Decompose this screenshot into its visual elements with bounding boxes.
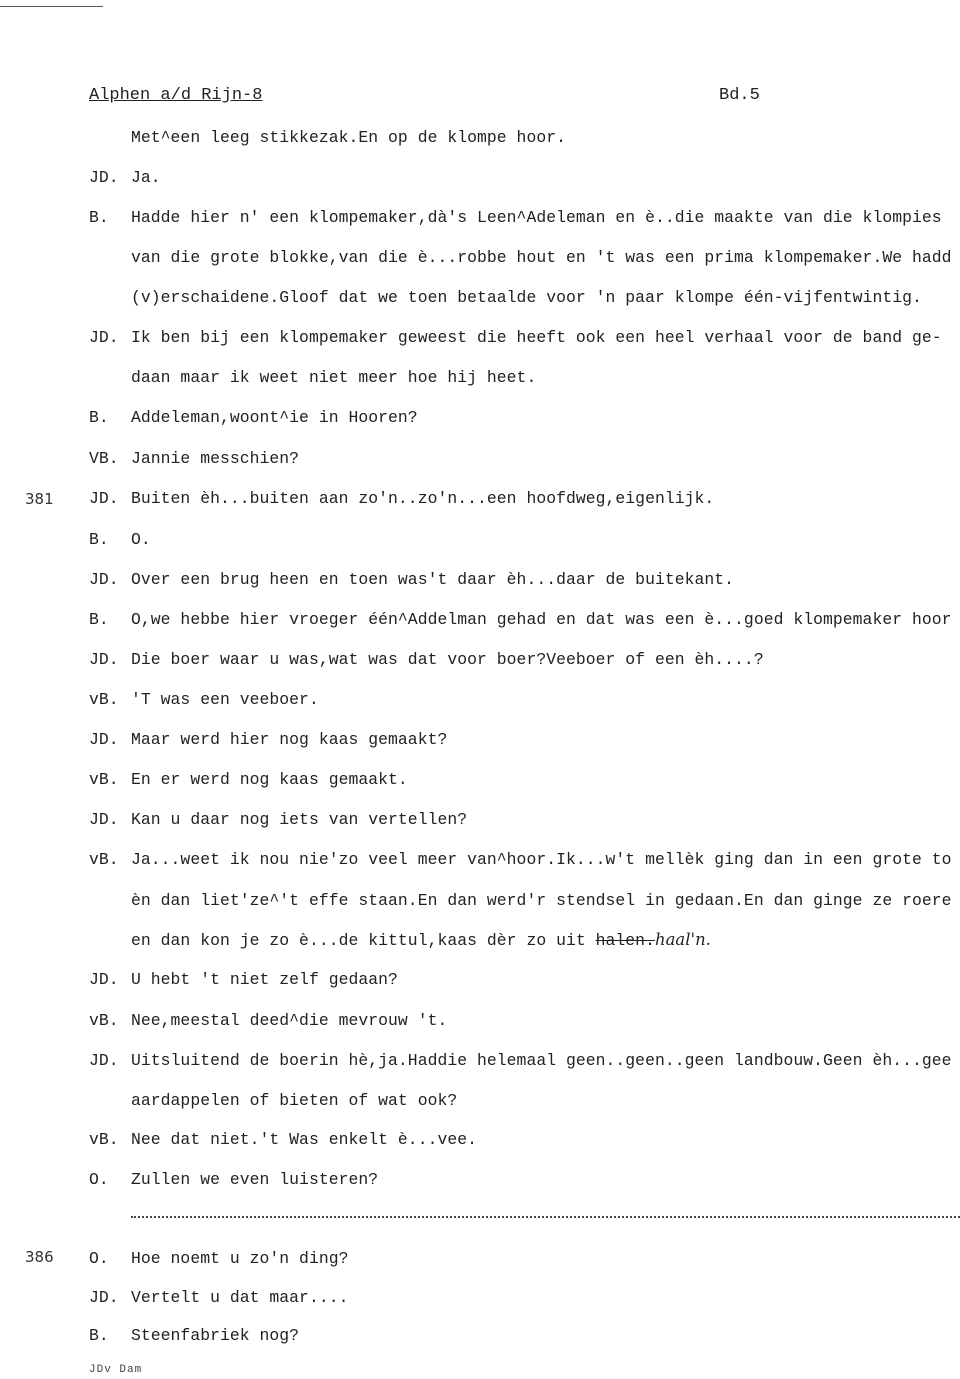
utterance-text: Maar werd hier nog kaas gemaakt? [131, 730, 448, 749]
footer-scrawl: JDv Dam [89, 1364, 143, 1376]
margin-counter-381: 381 [25, 490, 54, 508]
utterance-text: O. [131, 530, 151, 549]
speaker-label: B. [89, 408, 109, 427]
struck-word: halen. [595, 931, 655, 950]
utterance-text: èn dan liet'ze^'t effe staan.En dan werd'r stendsel in gedaan.En dan ginge ze roere [131, 891, 952, 910]
speaker-label: JD. [89, 489, 119, 508]
transcript-line [0, 1051, 960, 1079]
utterance-text: O,we hebbe hier vroeger één^Addelman gehad en dat was een è...goed klompemaker hoor [131, 610, 952, 629]
utterance-text: Die boer waar u was,wat was dat voor boer?Veeboer of een èh....? [131, 650, 764, 669]
utterance-text [131, 930, 711, 950]
transcript-line [0, 1326, 960, 1354]
utterance-text: Hoe noemt u zo'n ding? [131, 1249, 349, 1268]
transcript-line [0, 208, 960, 236]
speaker-label: JD. [89, 730, 119, 749]
utterance-text-main: en dan kon je zo è...de kittul,kaas dèr zo uit [131, 931, 596, 950]
utterance-text: (v)erschaidene.Gloof dat we toen betaalde voor 'n paar klompe één-vijfentwintig. [131, 288, 922, 307]
speaker-label: JD. [89, 168, 119, 187]
speaker-label: JD. [89, 650, 119, 669]
transcript-line [0, 891, 960, 919]
transcript-line [0, 328, 960, 356]
speaker-label: JD. [89, 328, 119, 347]
speaker-label: O. [89, 1170, 109, 1189]
transcript-line [0, 1170, 960, 1198]
speaker-label: O. [89, 1249, 109, 1268]
speaker-label: JD. [89, 970, 119, 989]
utterance-text: U hebt 't niet zelf gedaan? [131, 970, 398, 989]
utterance-text: Ik ben bij een klompemaker geweest die heeft ook een heel verhaal voor de band ge- [131, 328, 942, 347]
transcript-line [0, 368, 960, 396]
utterance-text: Nee,meestal deed^die mevrouw 't. [131, 1011, 448, 1030]
transcript-line [0, 1288, 960, 1316]
speaker-label: vB. [89, 770, 119, 789]
utterance-text: Met^een leeg stikkezak.En op de klompe hoor. [131, 128, 566, 147]
transcript-line [0, 1091, 960, 1119]
section-separator [131, 1216, 960, 1218]
speaker-label: JD. [89, 570, 119, 589]
transcript-line [0, 1130, 960, 1158]
utterance-text: Over een brug heen en toen was't daar èh...daar de buitekant. [131, 570, 735, 589]
speaker-label: vB. [89, 1011, 119, 1030]
transcript-line [0, 128, 960, 156]
utterance-text: Zullen we even luisteren? [131, 1170, 379, 1189]
utterance-text: 'T was een veeboer. [131, 690, 319, 709]
utterance-text: aardappelen of bieten of wat ook? [131, 1091, 458, 1110]
top-rule [0, 6, 103, 7]
utterance-text: Steenfabriek nog? [131, 1326, 300, 1345]
transcript-line [0, 408, 960, 436]
header-tape-ref: Bd.5 [719, 86, 760, 105]
utterance-text: Kan u daar nog iets van vertellen? [131, 810, 468, 829]
transcript-line [0, 449, 960, 477]
utterance-text: Hadde hier n' een klompemaker,dà's Leen^Adeleman en è..die maakte van die klompies [131, 208, 942, 227]
speaker-label: JD. [89, 1051, 119, 1070]
utterance-text: Nee dat niet.'t Was enkelt è...vee. [131, 1130, 478, 1149]
header-location: Alphen a/d Rijn-8 [89, 86, 263, 105]
transcript-line [0, 850, 960, 878]
speaker-label: vB. [89, 1130, 119, 1149]
speaker-label: JD. [89, 810, 119, 829]
utterance-text: Buiten èh...buiten aan zo'n..zo'n...een hoofdweg,eigenlijk. [131, 489, 715, 508]
utterance-text: Jannie messchien? [131, 449, 300, 468]
transcript-line [0, 610, 960, 638]
page-header [89, 86, 960, 112]
transcript-line [0, 1249, 960, 1277]
transcript-line [0, 970, 960, 998]
transcript-line [0, 690, 960, 718]
margin-counter-386: 386 [25, 1248, 54, 1266]
utterance-text: van die grote blokke,van die è...robbe hout en 't was een prima klompemaker.We hadd [131, 248, 952, 267]
speaker-label: vB. [89, 850, 119, 869]
speaker-label: B. [89, 208, 109, 227]
speaker-label: JD. [89, 1288, 119, 1307]
handwritten-correction: haal'n. [654, 930, 711, 949]
transcript-line [0, 530, 960, 558]
speaker-label: vB. [89, 690, 119, 709]
speaker-label: B. [89, 530, 109, 549]
transcript-line [0, 650, 960, 678]
speaker-label: B. [89, 610, 109, 629]
transcript-line [0, 1011, 960, 1039]
utterance-text: En er werd nog kaas gemaakt. [131, 770, 408, 789]
utterance-text: Vertelt u dat maar.... [131, 1288, 349, 1307]
transcript-line [0, 570, 960, 598]
transcript-line [0, 810, 960, 838]
transcript-line [0, 930, 960, 958]
utterance-text: Ja. [131, 168, 161, 187]
transcript-line [0, 288, 960, 316]
utterance-text: Addeleman,woont^ie in Hooren? [131, 408, 418, 427]
utterance-text: Uitsluitend de boerin hè,ja.Haddie helemaal geen..geen..geen landbouw.Geen èh...gee [131, 1051, 952, 1070]
transcript-line [0, 168, 960, 196]
speaker-label: VB. [89, 449, 119, 468]
transcript-line [0, 770, 960, 798]
transcript-line [0, 248, 960, 276]
transcript-line [0, 730, 960, 758]
utterance-text: daan maar ik weet niet meer hoe hij heet. [131, 368, 537, 387]
utterance-text: Ja...weet ik nou nie'zo veel meer van^hoor.Ik...w't mellèk ging dan in een grote to [131, 850, 952, 869]
transcript-line [0, 489, 960, 517]
speaker-label: B. [89, 1326, 109, 1345]
